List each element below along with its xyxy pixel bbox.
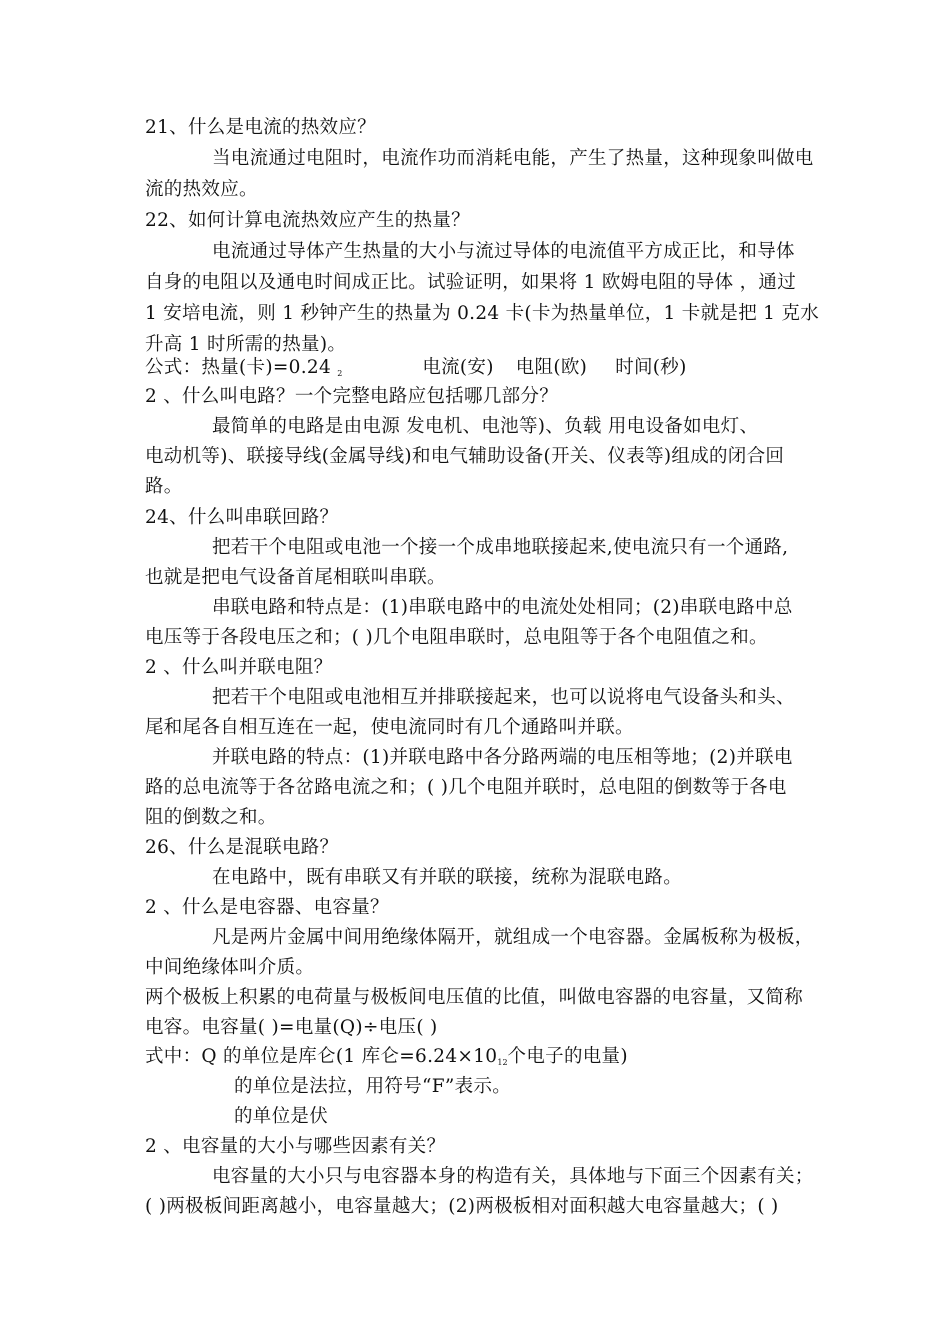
paragraph-line: 电容。电容量( )=电量(Q)÷电压( ) [145, 1017, 438, 1038]
paragraph-line: 电动机等)、联接导线(金属导线)和电气辅助设备(开关、仪表等)组成的闭合回 [145, 446, 785, 467]
formula-superscript: 2 [337, 369, 343, 378]
paragraph-line: 阻的倒数之和。 [145, 807, 277, 828]
question-22-heading: 22、如何计算电流热效应产生的热量？ [145, 210, 470, 231]
paragraph-line: 流的热效应。 [145, 179, 258, 200]
paragraph-line: 中间绝缘体叫介质。 [145, 957, 315, 978]
paragraph-line: 电容量的大小只与电容器本身的构造有关，具体地与下面三个因素有关； [212, 1166, 814, 1187]
formula-line [145, 356, 815, 383]
formula-prefix: 公式：热量(卡)=0.24 [145, 357, 338, 378]
question-26-heading: 26、什么是混联电路？ [145, 837, 339, 858]
paragraph-line: 两个极板上积累的电荷量与极板间电压值的比值，叫做电容器的电容量，又简称 [145, 987, 804, 1008]
unit-text-tail: 个电子的电量) [507, 1046, 628, 1067]
paragraph-line: 的单位是法拉，用符号“F”表示。 [234, 1076, 512, 1097]
paragraph-line: ( )两极板间距离越小，电容量越大；(2)两极板相对面积越大电容量越大；( ) [145, 1196, 779, 1217]
paragraph-line [145, 1045, 815, 1072]
paragraph-line: 在电路中，既有串联又有并联的联接，统称为混联电路。 [212, 867, 683, 888]
paragraph-line: 尾和尾各自相互连在一起，使电流同时有几个通路叫并联。 [145, 717, 634, 738]
unit-text: 式中：Q 的单位是库仑(1 库仑=6.24×10 [145, 1046, 498, 1067]
paragraph-line: 当电流通过电阻时，电流作功而消耗电能，产生了热量，这种现象叫做电 [212, 148, 814, 169]
paragraph-line: 把若干个电阻或电池一个接一个成串地联接起来,使电流只有一个通路, [212, 537, 789, 558]
paragraph-line: 电压等于各段电压之和；( )几个电阻串联时，总电阻等于各个电阻值之和。 [145, 627, 768, 648]
paragraph-line: 把若干个电阻或电池相互并排联接起来，也可以说将电气设备头和头、 [212, 687, 795, 708]
paragraph-line: 自身的电阻以及通电时间成正比。试验证明，如果将 1 欧姆电阻的导体 ，通过 [145, 272, 797, 293]
paragraph-line: 并联电路的特点：(1)并联电路中各分路两端的电压相等地；(2)并联电 [212, 747, 793, 768]
paragraph-line: 最简单的电路是由电源 发电机、电池等)、负载 用电设备如电灯、 [212, 416, 759, 437]
paragraph-line: 升高 1 时所需的热量)。 [145, 334, 347, 355]
formula-resistance: 电阻(欧) [515, 357, 588, 378]
question-25-heading: 2 、什么叫并联电阻？ [145, 657, 333, 678]
question-23-heading: 2 、什么叫电路？一个完整电路应包括哪几部分？ [145, 386, 559, 407]
paragraph-line: 电流通过导体产生热量的大小与流过导体的电流值平方成正比，和导体 [212, 241, 795, 262]
paragraph-line: 也就是把电气设备首尾相联叫串联。 [145, 567, 446, 588]
question-24-heading: 24、什么叫串联回路？ [145, 507, 339, 528]
paragraph-line: 的单位是伏 [234, 1106, 329, 1127]
paragraph-line: 路。 [145, 476, 183, 497]
paragraph-line: 1 安培电流，则 1 秒钟产生的热量为 0.24 卡(卡为热量单位，1 卡就是把 1 克水 [145, 303, 820, 324]
paragraph-line: 串联电路和特点是：(1)串联电路中的电流处处相同；(2)串联电路中总 [212, 597, 793, 618]
paragraph-line: 路的总电流等于各岔路电流之和；( )几个电阻并联时，总电阻的倒数等于各电 [145, 777, 787, 798]
formula-current: 电流(安) [422, 357, 494, 378]
formula-time: 时间(秒) [615, 357, 687, 378]
question-28-heading: 2 、电容量的大小与哪些因素有关？ [145, 1136, 446, 1157]
question-27-heading: 2 、什么是电容器、电容量？ [145, 897, 389, 918]
paragraph-line: 凡是两片金属中间用绝缘体隔开，就组成一个电容器。金属板称为极板， [212, 927, 814, 948]
question-21-heading: 21、什么是电流的热效应？ [145, 117, 376, 138]
exponent: 12 [497, 1058, 508, 1067]
